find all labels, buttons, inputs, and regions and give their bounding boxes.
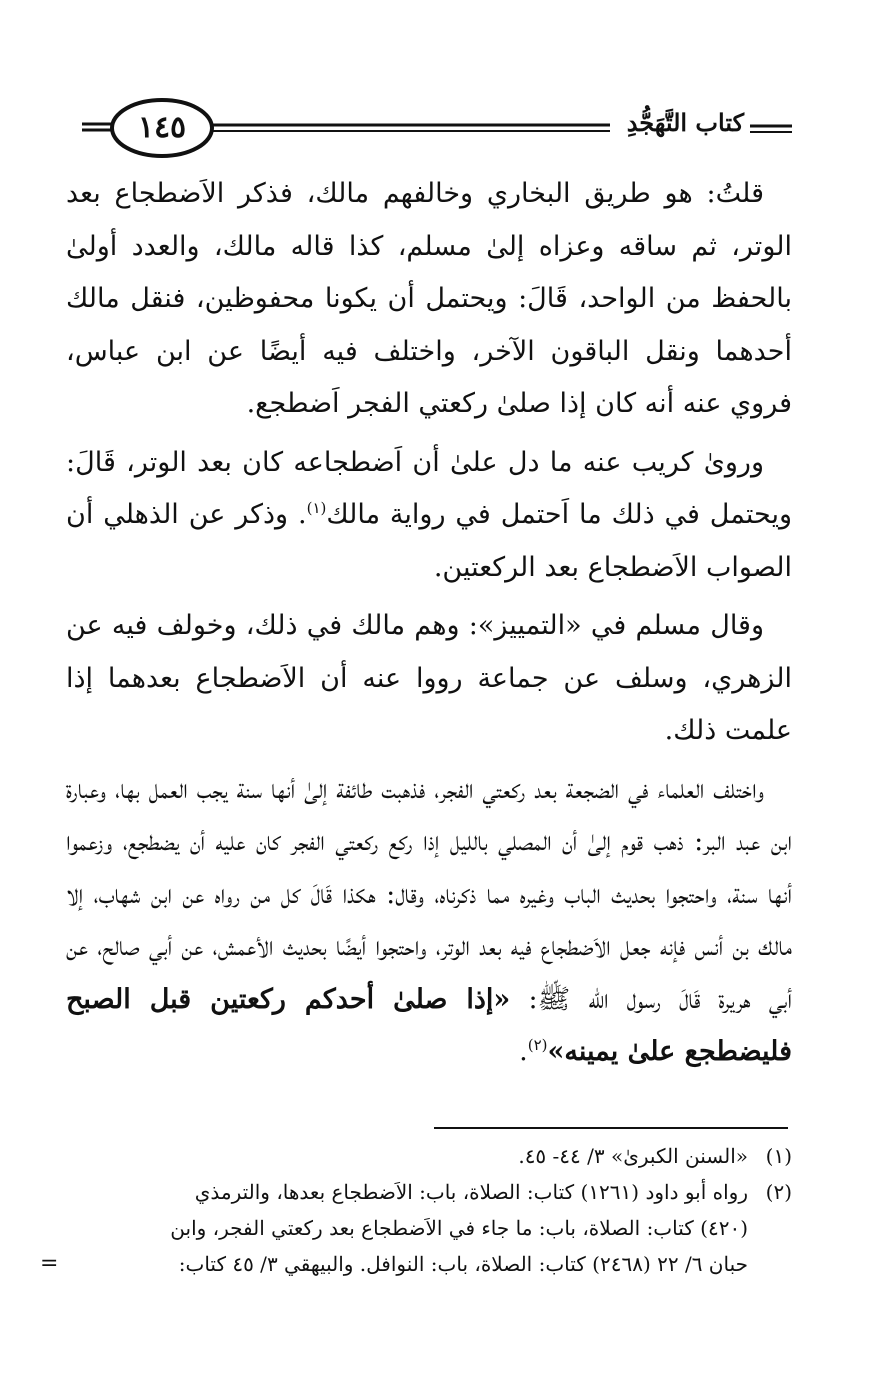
footnote-line: «السنن الكبرىٰ» ٣/ ٤٤- ٤٥. xyxy=(518,1144,748,1168)
footnote xyxy=(40,1138,792,1174)
footnotes xyxy=(40,1138,792,1282)
page-number: ١٤٥ xyxy=(137,110,187,145)
footnote xyxy=(40,1174,792,1282)
page-header xyxy=(78,98,794,168)
footnote-text xyxy=(40,1174,748,1282)
footnote-marker: (٢) xyxy=(527,1036,548,1054)
footnote-line: رواه أبو داود (١٢٦١) كتاب: الصلاة، باب: الاَضطجاع بعدها، والترمذي xyxy=(194,1180,748,1204)
hadith-quote: «إذا صلىٰ أحدكم ركعتين قبل الصبح فليضطجع علىٰ يمينه» xyxy=(66,983,792,1067)
paragraph xyxy=(66,764,792,1079)
footnote-line: حبان ٦/ ٢٢ (٢٤٦٨) كتاب: الصلاة، باب: النوافل. والبيهقي ٣/ ٤٥ كتاب: xyxy=(178,1252,748,1276)
paragraph-text: . xyxy=(519,1036,528,1067)
running-title: كتاب التَّهَجُّدِ xyxy=(626,108,744,137)
footnote-marker: (١) xyxy=(306,499,327,517)
paragraph xyxy=(66,437,792,595)
paragraph-text: ورویٰ كريب عنه ما دل علىٰ أن اَضطجاعه كان بعد الوتر، قَالَ: ويحتمل في ذلك ما اَحتمل في رواية مالك xyxy=(66,446,792,530)
footnote-text xyxy=(40,1138,748,1174)
paragraph: وقال مسلم في «التمييز»: وهم مالك في ذلك، وخولف فيه عن الزهري، وسلف عن جماعة رووا عنه أن الاَضطجاع بعدهما إذا علمت ذلك. xyxy=(66,610,792,746)
footnote-line: (٤٢٠) كتاب: الصلاة، باب: ما جاء في الاَضطجاع بعد ركعتي الفجر، وابن xyxy=(170,1216,748,1240)
paragraph-text: . وذكر عن الذهلي أن الصواب الاَضطجاع بعد الركعتين. xyxy=(66,499,792,583)
paragraph: قلتُ: هو طريق البخاري وخالفهم مالك، فذكر الاَضطجاع بعد الوتر، ثم ساقه وعزاه إلىٰ مسلم، كذا قاله مالك، والعدد أولىٰ بالحفظ من الواحد، قَالَ: ويحتمل أن يكونا محفوظين، فنقل مالك أحدهما ونقل الباقون الآخر، واختلف فيه أيضًا عن ابن عباس، فروي عنه أنه كان إذا صلىٰ ركعتي الفجر اَضطجع. xyxy=(66,178,792,419)
paragraph-text: واختلف العلماء في الضجعة بعد ركعتي الفجر، فذهبت طائفة إلىٰ أنها سنة يجب العمل بها، وعبارة ابن عبد البر: ذهب قوم إلىٰ أن المصلي بالليل إذا ركع ركعتي الفجر كان عليه أن يضطجع، وزعموا أنها سنة، واحتجوا بحديث الباب وغيره مما ذكرناه، وقال: هكذا قَالَ كل من رواه عن ابن شهاب، إلا مالك بن أنس فإنه جعل الاَضطجاع فيه بعد الوتر، واحتجوا أيضًا بحديث الأعمش، عن أبي صالح، عن أبي هريرة قَالَ رسول الله ﷺ: xyxy=(66,773,792,1015)
footnote-separator xyxy=(434,1127,788,1129)
footnote-number: (٢) xyxy=(765,1180,792,1204)
continuation-mark: = xyxy=(40,1251,59,1276)
footnote-number: (١) xyxy=(765,1144,792,1168)
main-text xyxy=(66,168,792,1085)
